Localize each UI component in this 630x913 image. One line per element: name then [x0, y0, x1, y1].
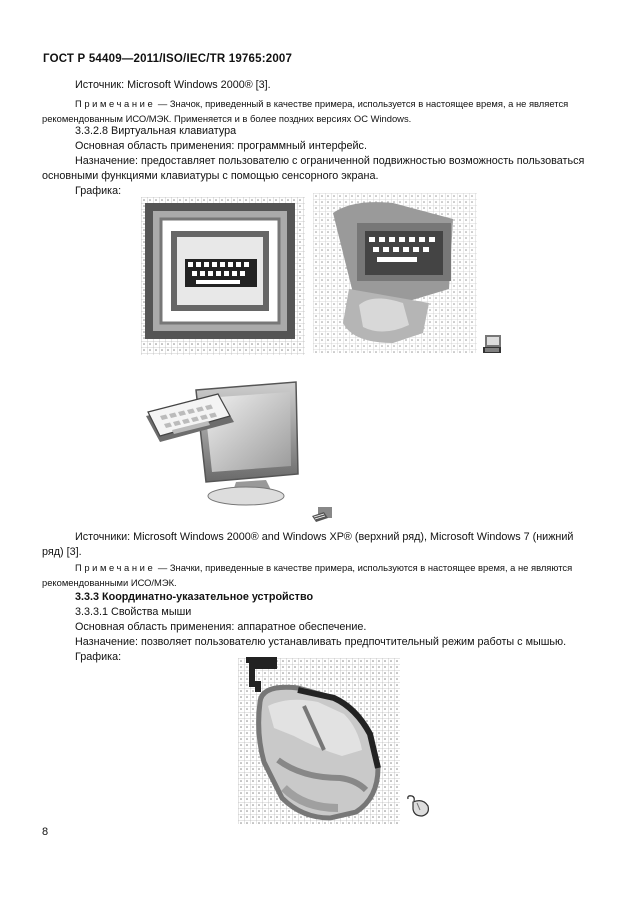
section-3-3-2-8-area: Основная область применения: программный интерфейс.: [75, 140, 367, 152]
keyboard-monitor-icon-win7: [146, 382, 301, 510]
mouse-small-icon: [405, 794, 431, 818]
note-1: [42, 97, 590, 126]
note-1-label: Примечание: [75, 98, 156, 109]
section-3-3-3-1-title: 3.3.3.1 Свойства мыши: [75, 606, 192, 618]
note-2-label: Примечание: [75, 562, 156, 573]
mouse-pixel-icon: [238, 658, 400, 824]
keyboard-small-icon: [482, 333, 504, 355]
note-2: [42, 561, 590, 590]
note-1-text: — Значок, приведенный в качестве примера, используется в настоящее время, а не является рекомендованным ИСО/МЭК. Применяется и в более поздних версиях ОС Windows.: [42, 98, 569, 124]
keyboard-monitor-pixel-icon-winxp: [313, 193, 477, 353]
source-line-2: Источники: Microsoft Windows 2000® and Windows XP® (верхний ряд), Microsoft Windows 7 (нижний ряд) [3].: [42, 531, 574, 559]
section-3-3-2-8-purpose: Назначение: предоставляет пользователю с ограниченной подвижностью возможность пользоваться основными функциями клавиатуры с помощью сенсорного экрана.: [42, 155, 585, 183]
keyboard-monitor-pixel-icon-win2000: [141, 197, 305, 355]
page-number: 8: [42, 826, 49, 838]
keyboard-small-icon-win7: [312, 506, 334, 524]
section-3-3-3-title: 3.3.3 Координатно-указательное устройство: [75, 591, 314, 603]
note-2-text: — Значки, приведенные в качестве примера, используются в настоящее время, а не являются рекомендованными ИСО/МЭК.: [42, 562, 573, 588]
section-3-3-2-8-title: 3.3.2.8 Виртуальная клавиатура: [75, 125, 237, 137]
section-3-3-3-1-graphics-label: Графика:: [75, 651, 122, 663]
section-3-3-2-8-graphics-label: Графика:: [75, 185, 122, 197]
section-3-3-3-1-area: Основная область применения: аппаратное обеспечение.: [75, 621, 367, 633]
section-3-3-3-1-purpose: Назначение: позволяет пользователю устанавливать предпочтительный режим работы с мышью.: [75, 636, 567, 648]
source-line-1: Источник: Microsoft Windows 2000® [3].: [75, 79, 271, 91]
document-header: ГОСТ Р 54409—2011/ISO/IEC/TR 19765:2007: [43, 53, 293, 65]
